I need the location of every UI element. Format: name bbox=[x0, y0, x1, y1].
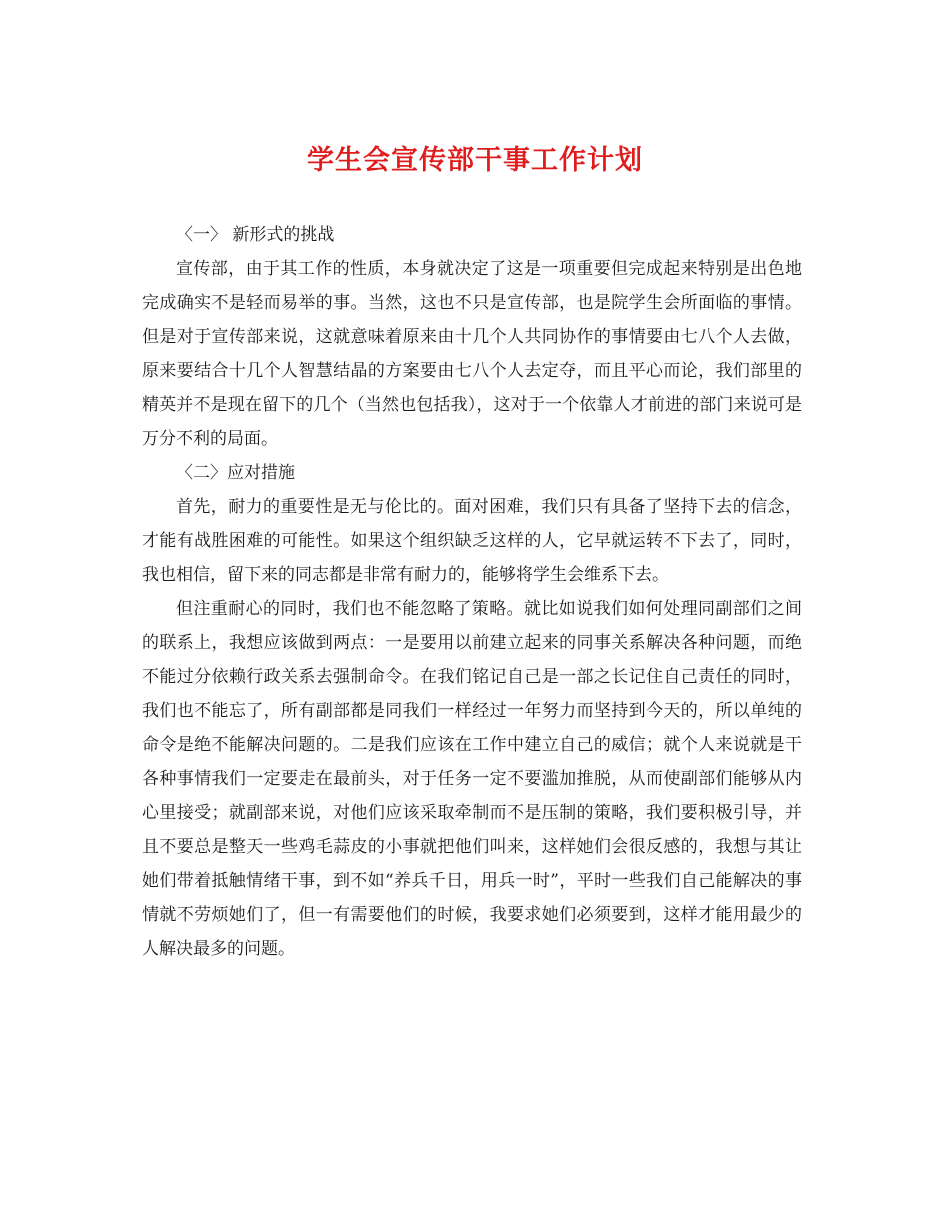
paragraph-2: 首先，耐力的重要性是无与伦比的。面对困难，我们只有具备了坚持下去的信念，才能有战胜困难的可能性。如果这个组织缺乏这样的人，它早就运转不下去了，同时，我也相信，留下来的同志都是非常有耐力的，能够将学生会维系下去。 bbox=[142, 497, 802, 585]
section-heading-1: 〈一〉 新形式的挑战 bbox=[176, 225, 335, 245]
paragraph-3: 但注重耐心的同时，我们也不能忽略了策略。就比如说我们如何处理同副部们之间的联系上，我想应该做到两点：一是要用以前建立起来的同事关系解决各种问题，而绝不能过分依赖行政关系去强制命令。在我们铭记自己是一部之长记住自己责任的同时，我们也不能忘了，所有副部都是同我们一样经过一年努力而坚持到今天的，所以单纯的命令是绝不能解决问题的。二是我们应该在工作中建立自己的威信；就个人来说就是干各种事情我们一定要走在最前头，对于任务一定不要滥加推脱，从而使副部们能够从内心里接受；就副部来说，对他们应该采取牵制而不是压制的策略，我们要积极引导，并且不要总是整天一些鸡毛蒜皮的小事就把他们叫来，这样她们会很反感的，我想与其让她们带着抵触情绪干事，到不如“养兵千日，用兵一时”，平时一些我们自己能解决的事情就不劳烦她们了，但一有需要他们的时候，我要求她们必须要到，这样才能用最少的人解决最多的问题。 bbox=[142, 599, 802, 959]
paragraph-1: 宣传部，由于其工作的性质，本身就决定了这是一项重要但完成起来特别是出色地完成确实不是轻而易举的事。当然，这也不只是宣传部，也是院学生会所面临的事情。但是对于宣传部来说，这就意味着原来由十几个人共同协作的事情要由七八个人去做，原来要结合十几个人智慧结晶的方案要由七八个人去定夺，而且平心而论，我们部里的精英并不是现在留下的几个（当然也包括我），这对于一个依靠人才前进的部门来说可是万分不利的局面。 bbox=[142, 259, 802, 449]
document-body bbox=[142, 218, 802, 966]
document-title: 学生会宣传部干事工作计划 bbox=[307, 145, 643, 176]
section-heading-2: 〈二〉应对措施 bbox=[176, 463, 295, 483]
